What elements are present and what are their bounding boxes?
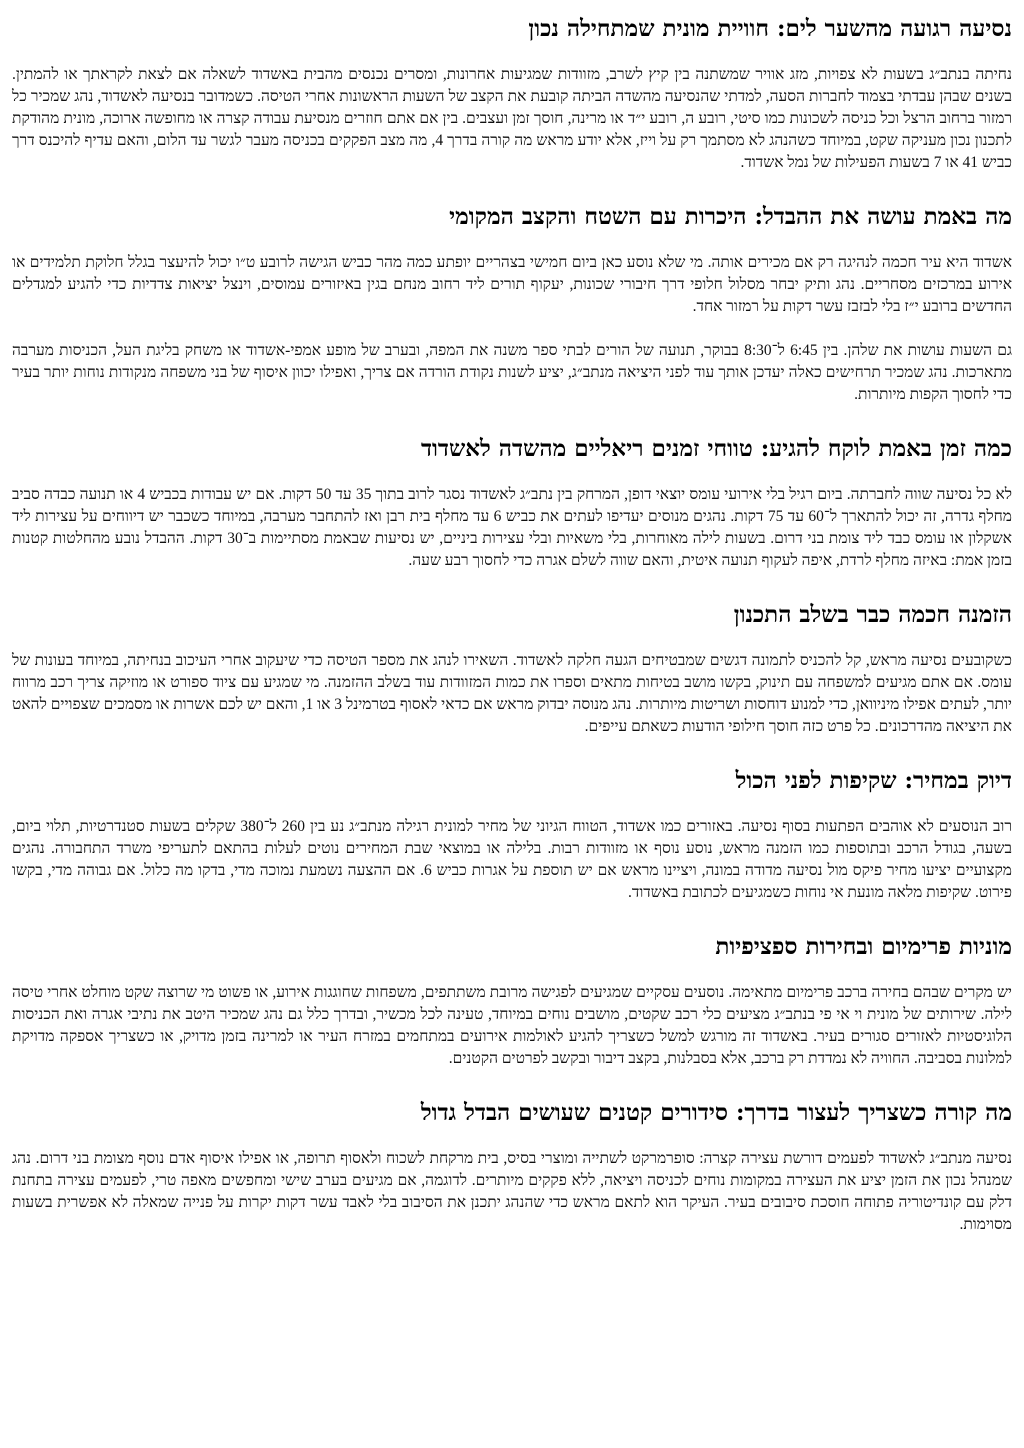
section-premium-taxis [12,932,1012,1070]
section-paragraph: נסיעה מנתב״ג לאשדוד לפעמים דורשת עצירה קצרה: סופרמרקט לשתייה ומוצרי בסיס, בית מרקחת לשכוח ולאסוף תרופה, או אפילו איסוף אדם נוסף מצומת בני דרום. נהג שמנהל נכון את הזמן יציע את העצירה במקומות נוחים לכניסה ויציאה, ללא פקקים מיותרים. לדוגמה, אם מגיעים בערב שישי ומחפשים מאפה טרי, לפעמים עצירה בתחנת דלק עם קונדיטוריה פתוחה חוסכת סיבובים בעיר. העיקר הוא לתאם מראש כדי שהנהג יתכנן את הסיבוב בלי לאבד עשר דקות יקרות על פנייה שמאלה לא אפשרית בשעות מסוימות. [12,1150,1012,1233]
section-heading: הזמנה חכמה כבר בשלב התכנון [733,601,1012,628]
section-paragraph: אשדוד היא עיר חכמה לנהיגה רק אם מכירים אותה. מי שלא נוסע כאן ביום חמישי בצהריים יופתע כמה מהר כביש הגישה לרובע ט״ו יכול להיעצר בגלל חלוקת תלמידים או אירוע במרכזים מסחריים. נהג ותיק יבחר מסלול חלופי דרך חיבורי שכונות, יעקוף תורים ליד רחוב מנחם בגין באיזורים עמוסים, וינצל יציאות צדדיות כדי להגיע למגדלים החדשים ברובע י״ז בלי לבזבז עשר דקות על רמזור אחד. [12,254,1012,315]
section-heading: כמה זמן באמת לוקח להגיע: טווחי זמנים ריאליים מהשדה לאשדוד [420,435,1012,462]
section-stops-on-the-way [12,1098,1012,1236]
section-heading: נסיעה רגועה מהשער לים: חוויית מונית שמתחילה נכון [528,15,1012,42]
section-heading: דיוק במחיר: שקיפות לפני הכול [735,767,1012,794]
section-travel-times [12,434,1012,572]
section-paragraph: נחיתה בנתב״ג בשעות לא צפויות, מזג אוויר שמשתנה בין קיץ לשרב, מזוודות שמגיעות אחרונות, ומסרים נכנסים מהבית באשדוד לשאלה אם לצאת לקראתך או להמתין. בשנים שבהן עבדתי בצמוד לחברות הסעה, למדתי שהנסיעה מהשדה הביתה קובעת את הקצב של השעות הראשונות אחרי הטיסה. כשמדובר בנסיעה לאשדוד, נהג שמכיר כל רמזור ברחוב הרצל וכל כניסה לשכונות כמו סיטי, רובע ה, רובע י״ד או מרינה, חוסך זמן ועצבים. בין אם אתם חוזרים מנסיעת עבודה קצרה או מחופשה ארוכה, מונית מהודקת לתכנון נכון מעניקה שקט, במיוחד כשהנהג לא מסתמך רק על וייז, אלא יודע מראש מה קורה בדרך 4, מה מצב הפקקים בכניסה מעבר לגשר עד הלום, והאם עדיף להיכנס דרך כביש 41 או 7 בשעות הפעילות של נמל אשדוד. [12,66,1013,171]
section-heading: מה קורה כשצריך לעצור בדרך: סידורים קטנים שעושים הבדל גדול [420,1099,1012,1126]
section-paragraph: רוב הנוסעים לא אוהבים הפתעות בסוף נסיעה. באזורים כמו אשדוד, הטווח הגיוני של מחיר למונית רגילה מנתב״ג נע בין 260 ל־380 שקלים בשעות סטנדרטיות, תלוי ביום, בשעה, בגודל הרכב ובתוספות כמו הזמנה מראש, נוסע נוסף או מזוודות רבות. בלילה או במוצאי שבת המחירים נוטים לעלות בהתאם לתעריפי משרד התחבורה. נהגים מקצועיים יציעו מחיר פיקס מול נסיעה מדודה במונה, ויציינו מראש אם יש תוספת על אגרות כביש 6. אם ההצעה נשמעת נמוכה מדי, בדקו מה כלול. אם גבוהה מדי, בקשו פירוט. שקיפות מלאה מונעת אי נוחות כשמגיעים לכתובת באשדוד. [12,818,1013,901]
section-heading: מה באמת עושה את ההבדל: היכרות עם השטח והקצב המקומי [449,203,1012,230]
section-local-knowledge [12,202,1012,406]
section-smart-booking [12,600,1012,738]
section-price-transparency [12,766,1012,904]
section-heading: מוניות פרימיום ובחירות ספציפיות [715,933,1012,960]
section-paragraph: לא כל נסיעה שווה לחברתה. ביום רגיל בלי אירועי עומס יוצאי דופן, המרחק בין נתב״ג לאשדוד נסגר לרוב בתוך 35 עד 50 דקות. אם יש עבודות בכביש 4 או תנועה כבדה סביב מחלף גדרה, זה יכול להתארך ל־60 עד 75 דקות. נהגים מנוסים יעדיפו לעתים את כביש 6 עד מחלף בית רבן ואז להתחבר מערבה, במיוחד כשכבר יש דיווחים על עצירות ליד אשקלון או עומס כבד ליד צומת בני דרום. בשעות לילה מאוחרות, בלי משאיות ובלי עצירות ביניים, יש נסיעות שבאמת מסתיימות ב־30 דקות. ההבדל נובע מהחלטות קטנות בזמן אמת: באיזה מחלף לרדת, איפה לעקוף תנועה איטית, והאם שווה לשלם אגרה כדי לחסוך רבע שעה. [12,486,1013,569]
section-paragraph: יש מקרים שבהם בחירה ברכב פרימיום מתאימה. נוסעים עסקיים שמגיעים לפגישה מרובת משתתפים, משפחות שחוגגות אירוע, או פשוט מי שרוצה שקט מוחלט אחרי טיסה לילה. שירותים של מונית וי אי פי בנתב״ג מציעים כלי רכב שקטים, מושבים נוחים במיוחד, טעינה לכל מכשיר, ובדרך כלל גם נהג שמכיר היטב את נתיבי אגרה ואת הכניסות הלוגיסטיות לאזורים סגורים בעיר. באשדוד זה מורגש למשל כשצריך להגיע לאולמות אירועים במתחמים במזרח העיר או למרינה בזמן מדויק, או כשצריך אספקה מדויקת למלונות בסביבה. החוויה לא נמדדת רק ברכב, אלא בסבלנות, בקצב דיבור ובקשב לפרטים הקטנים. [12,984,1012,1067]
section-arrival-experience [12,14,1012,174]
section-paragraph: כשקובעים נסיעה מראש, קל להכניס לתמונה דגשים שמבטיחים הגעה חלקה לאשדוד. השאירו לנהג את מספר הטיסה כדי שיעקוב אחרי העיכוב בנחיתה, במיוחד בעונות של עומס. אם אתם מגיעים למשפחה עם תינוק, בקשו מושב בטיחות מתאים וספרו את כמות המזוודות עוד בשלב ההזמנה. מי שמגיע עם ציוד ספורט או מוזיקה צריך רכב מרווח יותר, לעתים אפילו מיניוואן, כדי למנוע דוחסות ושריטות מיותרות. נהג מנוסה יבדוק מראש אם כדאי לאסוף בטרמינל 3 או 1, והאם יש לכם אשרות או מסמכים שצפויים להאט את היציאה מהדרכונים. כל פרט כזה חוסך חילופי הודעות כשאתם עייפים. [12,652,1012,735]
section-paragraph: גם השעות עושות את שלהן. בין 6:45 ל־8:30 בבוקר, תנועה של הורים לבתי ספר משנה את המפה, ובערב של מופע אמפי-אשדוד או משחק בליגת העל, הכניסות מערבה מתארכות. נהג שמכיר תרחישים כאלה יעדכן אותך עוד לפני היציאה מנתב״ג, יציע לשנות נקודת הורדה אם צריך, ואפילו יכוון איסוף של בני משפחה מנקודות נוחות יותר בעיר כדי לחסוך הקפות מיותרות. [12,342,1013,403]
